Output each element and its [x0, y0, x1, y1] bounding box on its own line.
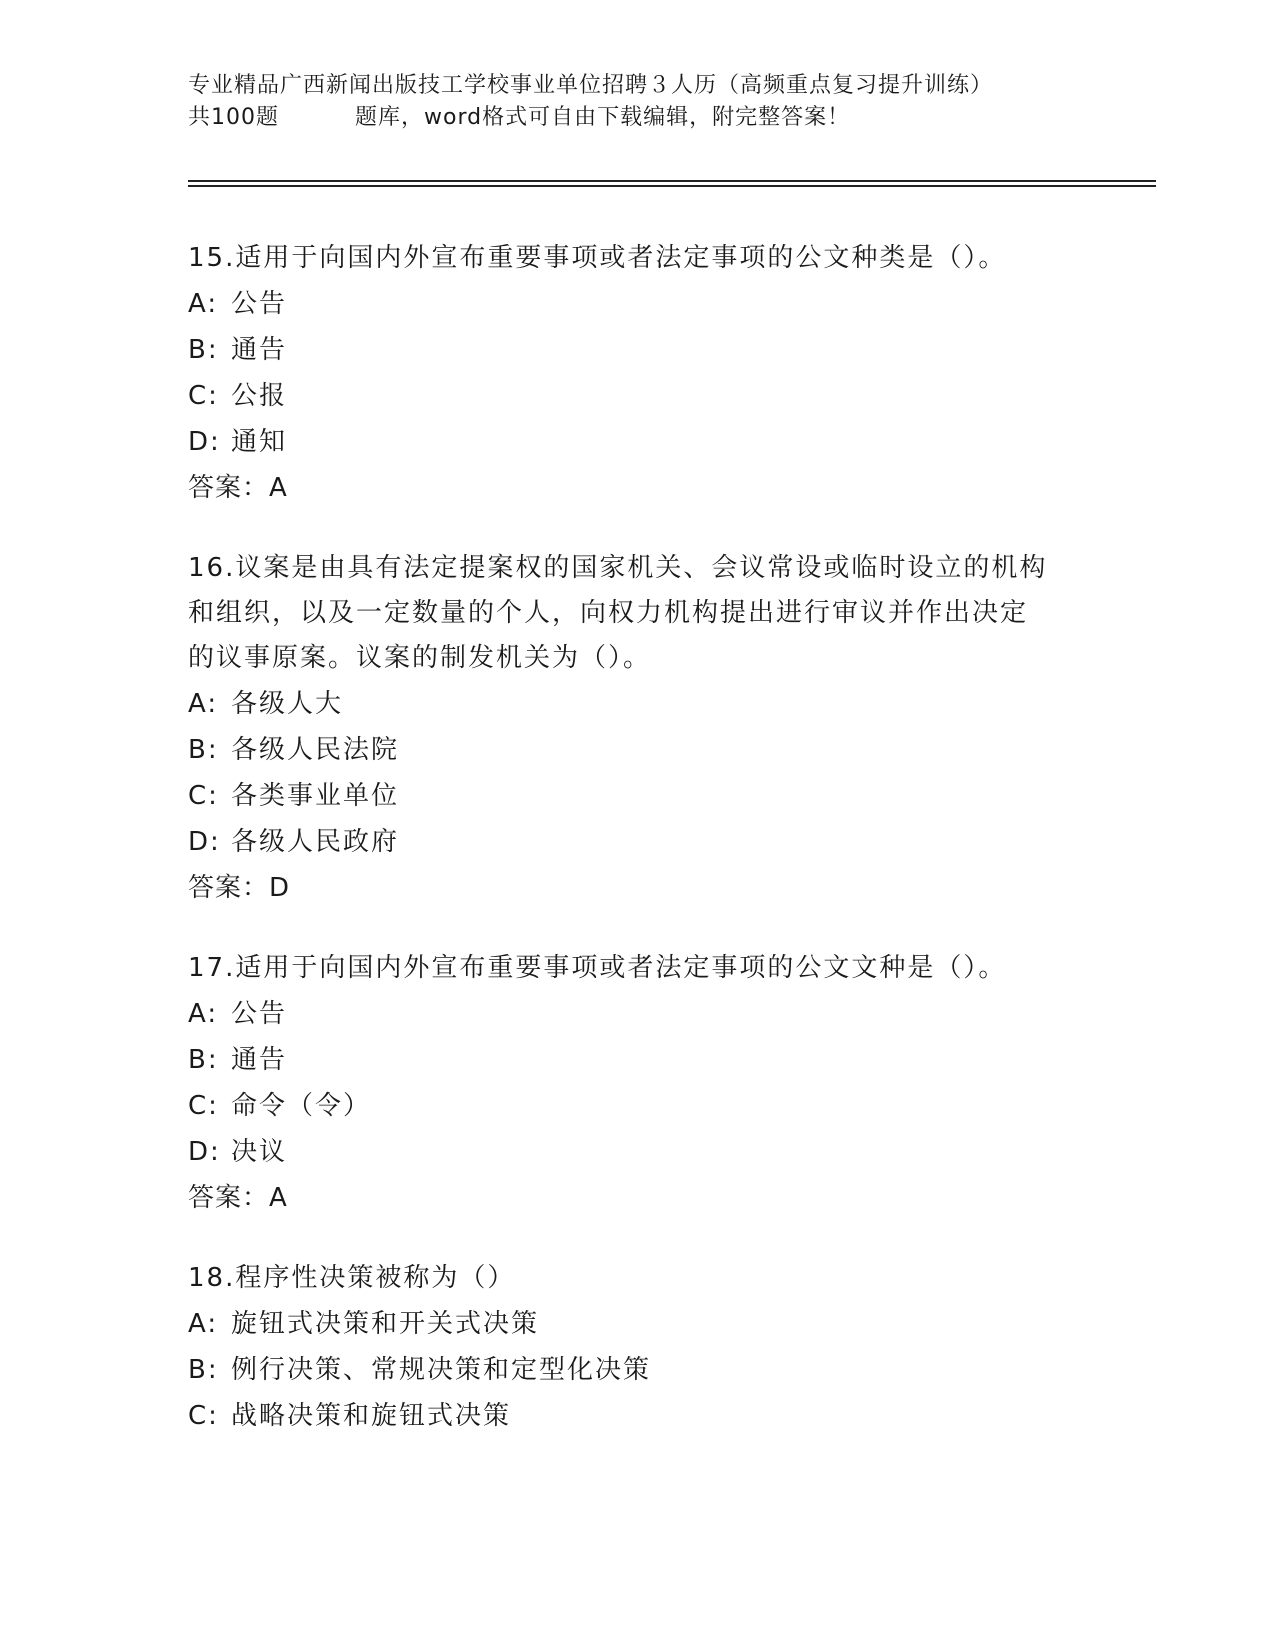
- answer-key: 答案：A: [188, 473, 288, 503]
- option-letter: D:: [188, 427, 221, 457]
- option-letter: A:: [188, 289, 219, 319]
- answer-option: [188, 819, 1088, 865]
- option-text: 各级人大: [231, 689, 344, 719]
- question-stem-line: 的议事原案。议案的制发机关为（）。: [188, 643, 652, 673]
- question-stem: [188, 1256, 1088, 1301]
- option-text: 公报: [231, 381, 288, 411]
- option-letter: A:: [188, 1309, 219, 1339]
- option-text: 各类事业单位: [231, 781, 400, 811]
- option-text: 通告: [231, 335, 288, 365]
- header-divider-bottom: [188, 185, 1156, 187]
- answer-option: [188, 419, 1088, 465]
- answer-key: 答案：A: [188, 1183, 288, 1213]
- option-letter: C:: [188, 1401, 219, 1431]
- option-text: 通知: [231, 427, 288, 457]
- answer-option: [188, 373, 1088, 419]
- question-stem-line: 17.适用于向国内外宣布重要事项或者法定事项的公文文种是（）。: [188, 953, 1007, 983]
- header-description: 题库，word格式可自由下载编辑，附完整答案！: [355, 105, 851, 130]
- answer-option: [188, 681, 1088, 727]
- option-text: 旋钮式决策和开关式决策: [231, 1309, 540, 1339]
- option-letter: A:: [188, 999, 219, 1029]
- question-block: [188, 546, 1088, 911]
- question-stem: [188, 946, 1088, 991]
- answer-option: [188, 281, 1088, 327]
- header-title-line-2: [188, 102, 1088, 134]
- answer-option: [188, 1129, 1088, 1175]
- header-title-line-1: 专业精品广西新闻出版技工学校事业单位招聘３人历（高频重点复习提升训练）: [188, 73, 994, 98]
- option-text: 各级人民政府: [231, 827, 400, 857]
- question-block: [188, 1256, 1088, 1439]
- option-text: 战略决策和旋钮式决策: [231, 1401, 512, 1431]
- question-block: [188, 946, 1088, 1221]
- answer-option: [188, 1301, 1088, 1347]
- header-question-count: 共100题: [188, 105, 279, 130]
- option-letter: A:: [188, 689, 219, 719]
- option-letter: C:: [188, 781, 219, 811]
- option-letter: B:: [188, 1045, 219, 1075]
- answer-option: [188, 327, 1088, 373]
- option-text: 各级人民法院: [231, 735, 400, 765]
- answer-option: [188, 773, 1088, 819]
- answer-option: [188, 727, 1088, 773]
- answer-option: [188, 1393, 1088, 1439]
- question-stem: [188, 236, 1088, 281]
- question-stem-line: 18.程序性决策被称为（）: [188, 1263, 516, 1293]
- question-stem-line: 和组织，以及一定数量的个人，向权力机构提出进行审议并作出决定: [188, 598, 1029, 628]
- option-letter: B:: [188, 335, 219, 365]
- option-letter: C:: [188, 381, 219, 411]
- option-letter: C:: [188, 1091, 219, 1121]
- question-stem: [188, 546, 1088, 681]
- document-header: [188, 70, 1088, 134]
- question-list: [188, 236, 1088, 1474]
- option-text: 公告: [231, 999, 288, 1029]
- answer-key: 答案：D: [188, 873, 291, 903]
- option-letter: B:: [188, 1355, 219, 1385]
- option-letter: D:: [188, 827, 221, 857]
- option-text: 命令（令）: [231, 1091, 372, 1121]
- header-divider-top: [188, 180, 1156, 182]
- option-letter: B:: [188, 735, 219, 765]
- answer-option: [188, 991, 1088, 1037]
- option-text: 通告: [231, 1045, 288, 1075]
- answer-option: [188, 1037, 1088, 1083]
- option-text: 公告: [231, 289, 288, 319]
- question-block: [188, 236, 1088, 511]
- answer-option: [188, 1347, 1088, 1393]
- question-stem-line: 15.适用于向国内外宣布重要事项或者法定事项的公文种类是（）。: [188, 243, 1007, 273]
- option-text: 例行决策、常规决策和定型化决策: [231, 1355, 652, 1385]
- question-stem-line: 16.议案是由具有法定提案权的国家机关、会议常设或临时设立的机构: [188, 553, 1048, 583]
- answer-option: [188, 1083, 1088, 1129]
- option-letter: D:: [188, 1137, 221, 1167]
- option-text: 决议: [231, 1137, 288, 1167]
